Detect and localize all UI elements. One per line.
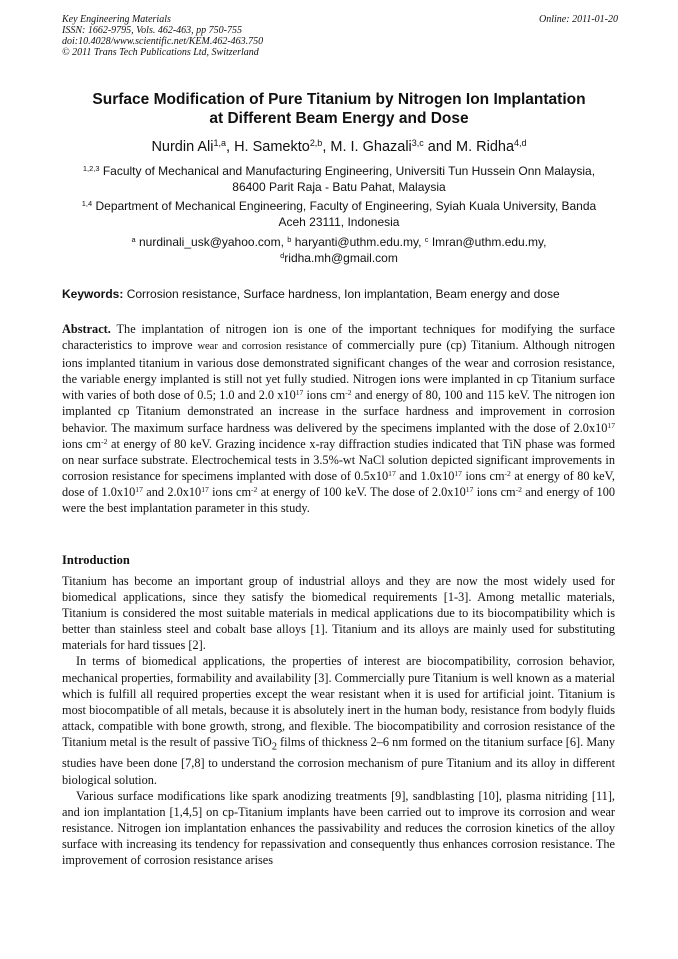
email-address[interactable]: nurdinali_usk@yahoo.com [138,235,281,249]
affiliation-line: Department of Mechanical Engineering, Faculty of Engineering, Syiah Kuala University, Banda [95,199,597,213]
email-sup: a [131,234,136,244]
author-list [50,138,628,156]
abstract [62,321,615,516]
abstract-text: The implantation of nitrogen ion is one of the important techniques for modifying the surface characteristics to improve wear and corrosion resistance of commercially pure (cp) Titanium. Although nitrogen ions implanted titanium in various dose demonstrated significant changes of the wear and corrosion resistance, the variable energy implanted is still not yet fully studied. Nitrogen ions were implanted in cp Titanium surface with varies of both dose of 0.5; 1.0 and 2.0 $x10^{17}$ ions $cm^{-2}$ and energy of 80, 100 and 115 keV. The nitrogen ion implanted cp Titanium demonstrated an increase in the surface hardness and improvement in corrosion behavior. The maximum surface hardness was delivered by the specimens implanted with the dose of $2.0x10^{17}$ ions $cm^{-2}$ at energy of 80 keV. Grazing incidence x-ray diffraction studies indicated that TiN phase was formed on near surface substrate. Electrochemical tests in 3.5%-wt NaCl solution depicted significant improvements in corrosion resistance for specimens implanted with dose of $0.5x10^{17}$ and $1.0x10^{17}$ ions $cm^{-2}$ at energy of 80 keV, dose of $1.0x10^{17}$ and $2.0x10^{17}$ ions $cm^{-2}$ at energy of 100 keV. The dose of $2.0x10^{17}$ ions $cm^{-2}$ and energy of 100 were the best implantation parameter in this study. [62,322,616,516]
email-list: $^a$ nurdinali_usk@yahoo.com, $^b$ haryanti@uthm.edu.my, $^c$ Imran@uthm.edu.my, $^d$ridha.mh@gmail.com [131,234,547,265]
author-sup: 3,c [411,138,424,149]
affiliation-line: Aceh 23111, Indonesia [278,215,400,229]
paragraph: Titanium has become an important group of industrial alloys and they are now the most widely used for biomedical applications, since they satisfy the biomedical requirements [1-3]. Among metallic materials, Titanium is considered the most suitable materials in medical applications due to its biocompatibility which is better than stainless steel and cobalt base alloys [1]. Titanium and its alloys are mainly used for substituting materials for hard tissues [2]. [62,574,615,653]
author-sup: 4,d [514,138,527,149]
email-sup: d [280,250,285,260]
paper-title [50,90,628,128]
author-and: and [423,139,457,155]
journal-name: Key Engineering Materials [62,14,171,25]
email-sup: c [424,234,429,244]
keywords-label: Keywords: [62,287,124,301]
author-name: Nurdin Ali [151,139,214,155]
email-sup: b [287,234,292,244]
title-line-1: Surface Modification of Pure Titanium by Nitrogen Ion Implantation [92,91,586,108]
keywords-text: Corrosion resistance, Surface hardness, Ion implantation, Beam energy and dose [126,287,560,301]
author-separator: , [322,139,331,155]
affiliation-1 [56,163,622,195]
author-name: M. I. Ghazali [330,139,412,155]
issn-line: ISSN: 1662-9795, Vols. 462-463, pp 750-755 [62,25,242,36]
copyright-line: © 2011 Trans Tech Publications Ltd, Switzerland [62,47,259,58]
online-date: Online: 2011-01-20 [539,14,618,25]
author-name: M. Ridha [456,139,515,155]
affiliation-sup: 1,2,3 [82,163,100,173]
journal-header [62,14,618,58]
doi-line: doi:10.4028/www.scientific.net/KEM.462-463.750 [62,36,264,47]
affiliation-line: 86400 Parit Raja - Batu Pahat, Malaysia [232,180,446,194]
email-address[interactable]: Imran@uthm.edu.my [431,235,544,249]
email-address[interactable]: haryanti@uthm.edu.my [294,235,419,249]
affiliation-sup: 1,4 [81,198,93,208]
author-sup: 2,b [309,138,323,149]
author-sup: 1,a [213,138,226,149]
section-heading: Introduction [62,553,130,567]
affiliation-2 [56,198,622,230]
email-address[interactable]: ridha.mh@gmail.com [284,251,398,265]
affiliation-line: Faculty of Mechanical and Manufacturing Engineering, Universiti Tun Hussein Onn Malaysia, [102,164,596,178]
author-name: H. Samekto [234,139,310,155]
paragraph: Various surface modifications like spark anodizing treatments [9], sandblasting [10], plasma nitriding [11], and ion implantation [1,4,5] on cp-Titanium implants have been carried out to improve its corrosion and wear resistance. Nitrogen ion implantation enhances the passivability and reduces the corrosion kinetics of the alloy surface with increasing its tendency for repassivation and consequently thus enhances corrosion resistance. The improvement of corrosion resistance arises [62,788,615,868]
keywords [62,286,618,302]
title-line-2: at Different Beam Energy and Dose [209,110,469,127]
author-separator: , [226,139,235,155]
introduction-body [62,573,615,868]
abstract-label: Abstract. [62,322,111,336]
paragraph: In terms of biomedical applications, the properties of interest are biocompatibility, corrosion behavior, mechanical properties, formability and availability [3]. Commercially pure Titanium is well known as a material which is fulfill all required properties except the wear resistant when it is used for artificial joint. Titanium is most biocompatible of all metals, because it is absolutely inert in the human body, resistance from bodyly fluids attack, compatible with bone growth, strong, and flexible. The biocompatibility and corrosion resistance of the Titanium metal is the result of passive TiO$_2$ films of thickness 2–6 nm formed on the titanium surface [6]. Many studies have been done [7,8] to understand the corrosion mechanism of pure Titanium and its alloy in different biological solution. [62,654,616,787]
